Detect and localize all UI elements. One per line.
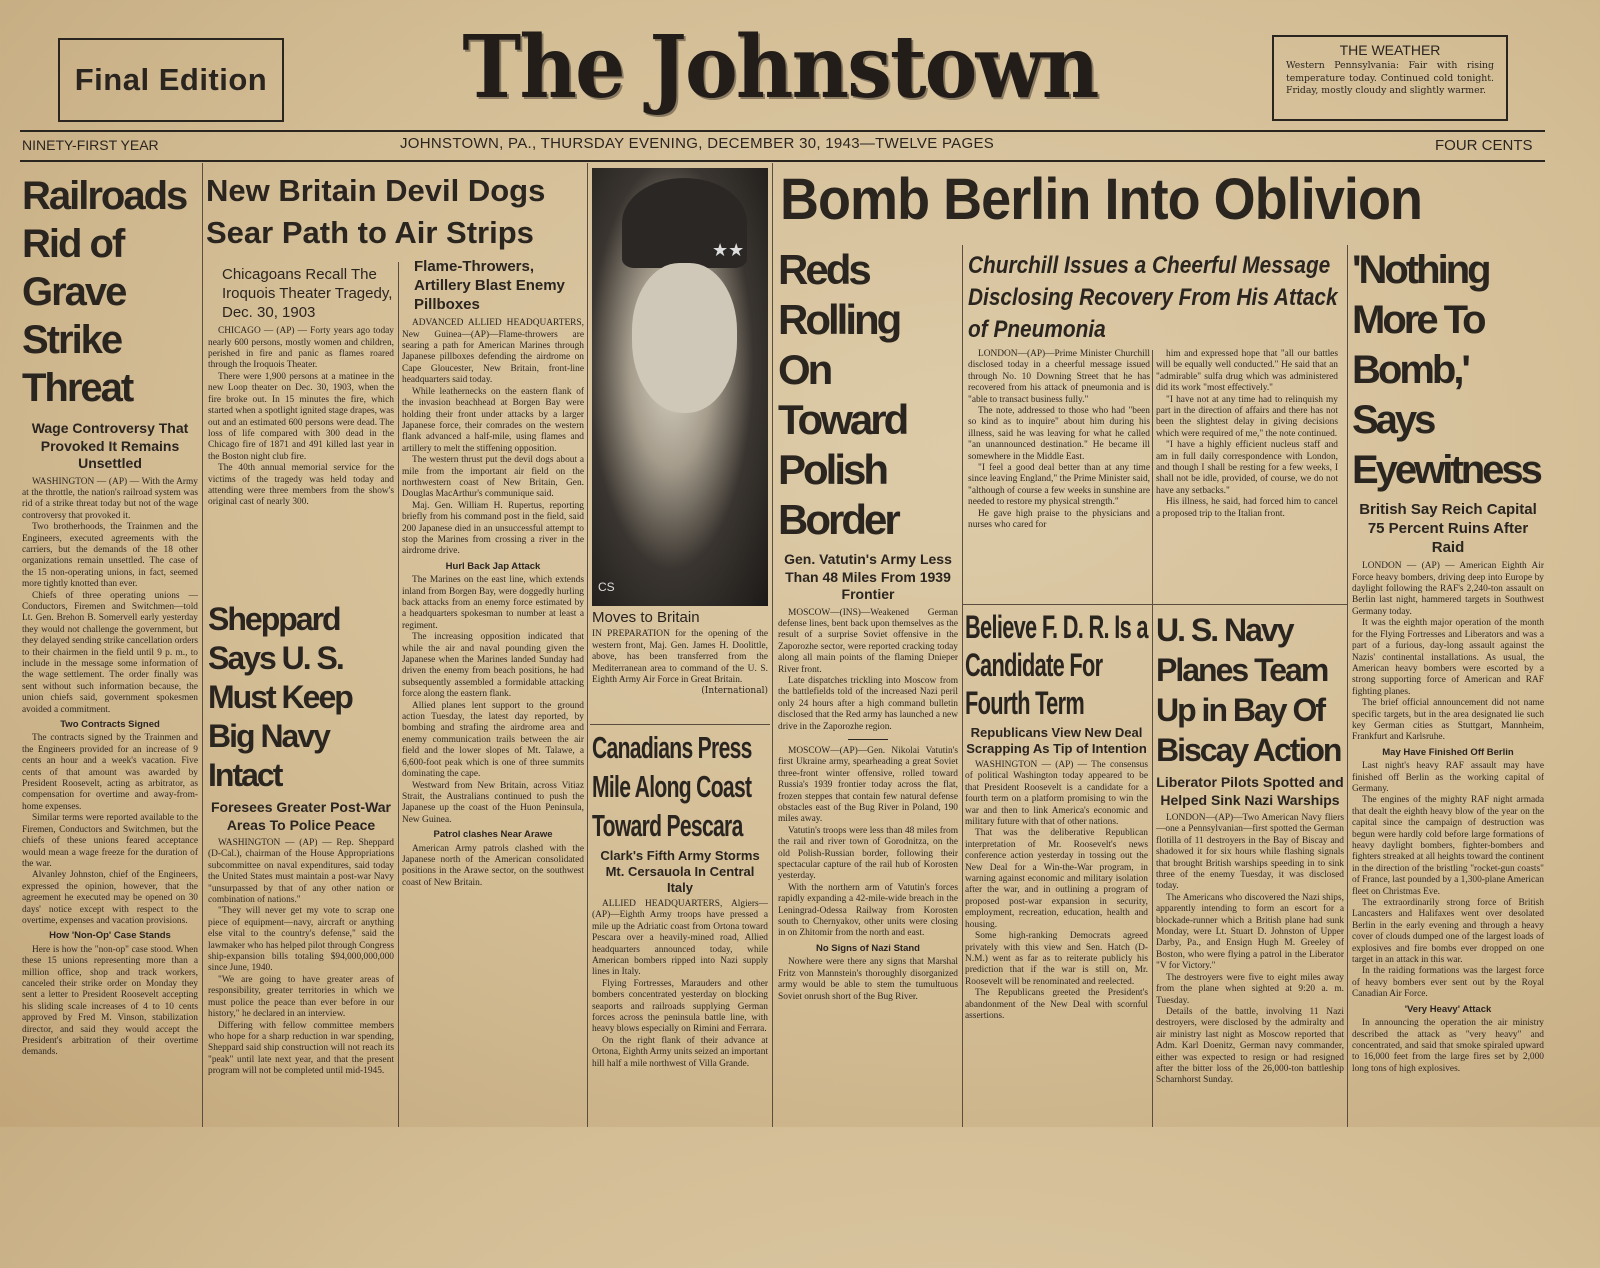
subhead: Wage Controversy That Provoked It Remains Unsettled	[31, 420, 189, 471]
article-reds	[778, 245, 958, 1268]
paragraph: In announcing the operation the air ministry described the attack as "very heavy" and concentrated, and said that smoke spiraled upward to 16,000 feet from the large fires set by 2,000 long tons of high explosives.	[1352, 1018, 1544, 1074]
paragraph: The brief official announcement did not name specific targets, but in the area designated lie such key German cities as Stuttgart, Mannheim, Frankfurt and Karlsruhe.	[1352, 698, 1544, 743]
paragraph: LONDON — (AP) — American Eighth Air Force heavy bombers, driving deep into Europe by daylight following the RAF's 2,240-ton assault on Berlin last night, hammered targets in Southwest Germany today.	[1352, 561, 1544, 617]
column-rule	[962, 245, 963, 1127]
headline: Sheppard Says U. S. Must Keep Big Navy Intact	[208, 601, 352, 793]
edition-label: Final Edition	[74, 62, 268, 97]
paragraph: The 40th annual memorial service for the victims of the tragedy was held today and attending were three members from the show's original cast of nearly 300.	[208, 463, 394, 508]
dateline: JOHNSTOWN, PA., THURSDAY EVENING, DECEMBER 30, 1943—TWELVE PAGES	[400, 135, 995, 152]
article-iroquois	[208, 266, 394, 588]
paragraph: LONDON—(AP)—Two American Navy fliers—one a Pennsylvanian—first spotted the German flotilla of 11 destroyers in the Bay of Biscay and shadowed it for six hours while flashing signals that brought British warships speeding in to sink three of the enemy Tuesday, it was disclosed today.	[1156, 813, 1344, 892]
article-body	[965, 760, 1148, 1110]
caption-agency: (International)	[701, 686, 768, 697]
subhead: Foresees Greater Post-War Areas To Police Peace	[211, 799, 391, 833]
subhead: Clark's Fifth Army Storms Mt. Cersauola In Central Italy	[600, 848, 760, 895]
paragraph: With the northern arm of Vatutin's forces rapidly expanding a 42-mile-wide breach in the Leningrad-Odessa Railway from Korosten south to Chernyakov, other units were closing in on Zhitomir from the north and east.	[778, 882, 958, 939]
caption-text: IN PREPARATION for the opening of the western front, Maj. Gen. James H. Doolittle, above, has been transferred from the Mediterranean area to command of the U. S. Eighth Army Air Force in Great Britain.	[592, 629, 768, 685]
headline: Reds Rolling On Toward Polish Border	[778, 246, 907, 543]
article-body	[208, 838, 394, 1158]
section-heading: How 'Non-Op' Case Stands	[49, 930, 171, 942]
paragraph: Westward from New Britain, across Vitiaz Strait, the Australians continued to push the Japanese up the coast of the Huon Peninsula, New Guinea.	[402, 780, 584, 825]
paragraph: him and expressed hope that "all our battles will be equally well conducted." He said that an "admirable" sulfa drug which was administered did its work "most effectively."	[1156, 349, 1338, 394]
paragraph: Nowhere were there any signs that Marshal Fritz von Mannstein's thoroughly disorganized army would be able to stem the tumultuous Soviet onrush short of the Bug River.	[778, 957, 958, 1002]
article-body	[402, 318, 584, 1118]
headline: U. S. Navy Planes Team Up in Bay Of Biscay Action	[1156, 612, 1341, 768]
paragraph: LONDON—(AP)—Prime Minister Churchill disclosed today in a cheerful message issued through No. 10 Downing Street that he has recovered from his attack of pneumonia and is "able to transact business fully."	[968, 349, 1150, 405]
paragraph: There were 1,900 persons at a matinee in the new Loop theater on Dec. 30, 1903, when the fire broke out. In 15 minutes the fire, which started when a spotlight ignited stage drapes, was out and an estimated 600 persons were dead. The loss of life compared with 300 dead in the Chicago fire of 1871 and 491 killed last year in the Boston night club fire.	[208, 371, 394, 462]
paragraph: WASHINGTON — (AP) — Rep. Sheppard (D-Cal.), chairman of the House Appropriations subcommittee on naval expenditures, said today the United States must maintain a post-war Navy "unsurpassed by that of any other nation or combination of nations."	[208, 838, 394, 906]
column-rule	[1347, 245, 1348, 1127]
section-heading: Patrol clashes Near Arawe	[433, 829, 553, 841]
weather-forecast: Western Pennsylvania: Fair with rising temperature today. Continued cold tonight. Friday, mostly cloudy and slightly warmer.	[1286, 60, 1494, 97]
weather-heading: THE WEATHER	[1339, 42, 1441, 58]
paragraph: Late dispatches trickling into Moscow from the battlefields told of the increased Nazi peril only 24 hours after a high command bulletin disclosed that the Red army has launched a new drive in the Zaporozhe region.	[778, 675, 958, 732]
volume-year: NINETY-FIRST YEAR	[22, 137, 159, 153]
section-heading: No Signs of Nazi Stand	[816, 942, 920, 954]
article-sheppard	[208, 600, 394, 1158]
paragraph: It was the eighth major operation of the month for the Flying Fortresses and Liberators and was a part of a furious, day-long assault against the Nazis' continental installations. As usual, the American heavy bombers were escorted by a strong supporting force of American and RAF fighting planes.	[1352, 618, 1544, 697]
paragraph: Details of the battle, involving 11 Nazi destroyers, were disclosed by the admiralty and air ministry last night as Moscow reported that Adm. Karl Doenitz, German navy commander, either was expected to resign or had resigned after the bitter loss of the 26,000-ton battleship Scharnhorst Sunday.	[1156, 1006, 1344, 1086]
newspaper-title: The Johnstown	[462, 17, 1098, 118]
paragraph: WASHINGTON — (AP) — The consensus of political Washington today appeared to be that President Roosevelt is a candidate for a fourth term on a platform promising to win the war and then to link America's economic and military future with that of other nations.	[965, 760, 1148, 828]
paragraph: He gave high praise to the physicians and nurses who cared for	[968, 508, 1150, 531]
portrait-photo	[592, 168, 768, 606]
paragraph: Differing with fellow committee members who hope for a sharp reduction in war spending, Sheppard said ship construction will not reach its "peak" until late next year, and that the present program will not be completed until mid-1945.	[208, 1020, 394, 1077]
column-rule	[772, 163, 773, 1127]
divider	[962, 604, 1348, 605]
paragraph: The increasing opposition indicated that while the air and naval pounding given the Japanese when the Marines landed Sunday had driven the enemy from beach positions, he had subsequently assembled a formidable attacking force along the eastern flank.	[402, 632, 584, 700]
photo-credit-logo: CS	[598, 580, 615, 594]
column-rule	[587, 163, 588, 1127]
paragraph: His illness, he said, had forced him to cancel a proposed trip to the Italian front.	[1156, 497, 1338, 519]
paragraph: Some high-ranking Democrats agreed privately with this view and Sen. Hatch (D-N.M.) went as far as to reiterate publicly his prediction that if the war is still on, Mr. Roosevelt will be renominated and reelected.	[965, 931, 1148, 987]
paragraph: MOSCOW—(INS)—Weakened German defense lines, bent back upon themselves as the result of a surprise Soviet offensive in the Zaporozhe sector, were reported cracking today along all main points of the flaming Dnieper River front.	[778, 607, 958, 675]
subhead: Liberator Pilots Spotted and Helped Sink Nazi Warships	[1156, 774, 1344, 808]
paragraph: Chiefs of three operating unions —Conductors, Firemen and Switchmen—told Lt. Gen. Brehon B. Somervell early yesterday they would not challenge the government, but they delayed sending strike cancellation orders to their chairmen in the field until 9 p. m., to include in the message some information of the wage settlement. The order finally was sent without such information because, the union chiefs said, government spokesmen avoided a commitment.	[22, 590, 198, 715]
general-stars-icon: ★★	[712, 240, 745, 261]
section-heading: May Have Finished Off Berlin	[1382, 746, 1514, 758]
paragraph: The destroyers were five to eight miles away from the plane when sighted at 9:20 a. m. Tuesday.	[1156, 972, 1344, 1006]
subhead: Gen. Vatutin's Army Less Than 48 Miles From 1939 Frontier	[784, 551, 952, 602]
headline: Canadians Press Mile Along Coast Toward Pescara	[592, 730, 752, 843]
caption-title: Moves to Britain	[592, 609, 700, 626]
paragraph: In the raiding formations was the largest force of heavy bombers ever sent out by the Royal Canadian Air Force.	[1352, 966, 1544, 1000]
headline: Believe F. D. R. Is a Candidate For Fourth Term	[965, 609, 1148, 721]
column-rule	[202, 163, 203, 1127]
article-railroads	[22, 172, 198, 1197]
headline: Railroads Rid of Grave Strike Threat	[22, 174, 187, 410]
paragraph: That was the deliberative Republican interpretation of Mr. Roosevelt's news conference action yesterday in tossing out the New Deal for a Win-the-War program, in warning against economic and military isolation after the war, and in outlining a program of proposed post-war expansion in security, employment, recreation, education, health and housing.	[965, 828, 1148, 930]
paragraph: "I have not at any time had to relinquish my part in the direction of affairs and there has not been the slightest delay in giving decisions which were required of me," the note continued.	[1156, 394, 1338, 439]
article-fdr	[965, 608, 1148, 1110]
headline-devil-dogs: New Britain Devil Dogs Sear Path to Air Strips	[206, 173, 546, 250]
paragraph: MOSCOW—(AP)—Gen. Nikolai Vatutin's first Ukraine army, spearheading a great Soviet three-front winter offensive, rolled toward Russia's 1939 frontier today across the flat, frozen steppes that contain few natural defense obstacles east of the Bug River in Poland, 190 miles away.	[778, 745, 958, 825]
headline: Churchill Issues a Cheerful Message Disclosing Recovery From His Attack of Pneumonia	[968, 252, 1338, 343]
article-body	[208, 326, 394, 588]
paragraph: The extraordinarily strong force of British Lancasters and Halifaxes went over desolated Berlin in the early evening and through a heavy cover of clouds dumped one of the largest loads of explosives and fire bombs ever dropped on one target in an attack in this war.	[1352, 898, 1544, 966]
paragraph: Two brotherhoods, the Trainmen and the Engineers, executed agreements with the carriers, but the demands of the 18 other organizations remain unsettled. The case of the 15 non-operating unions, in fact, seemed more tightly knotted than ever.	[22, 522, 198, 590]
article-body	[1156, 813, 1344, 1118]
paragraph: "We are going to have greater areas of responsibility, greater territories in which we must police the peace than ever before in our history," he declared in an interview.	[208, 974, 394, 1020]
face	[632, 263, 737, 413]
article-body	[778, 608, 958, 1268]
paragraph: American Army patrols clashed with the Japanese north of the American consolidated positions in the Arawe sector, on the southwest coast of New Britain.	[402, 843, 584, 888]
article-devil-dogs	[402, 258, 584, 1118]
paragraph: Alvanley Johnston, chief of the Engineers, expressed the opinion, however, that the agreement he executed may be opened on 30 days' notice except with respect to the overtime, expenses and vacation provisions.	[22, 870, 198, 926]
article-body-continued	[1156, 349, 1338, 601]
article-churchill	[968, 250, 1344, 601]
subhead: Republicans View New Deal Scrapping As Tip of Intention	[966, 725, 1147, 756]
article-nothing-more-to-bomb	[1352, 245, 1544, 1226]
paragraph: Similar terms were reported available to the Firemen, Conductors and Switchmen, but the chiefs of these unions feared acceptance would mean a wage freeze for the duration of the war.	[22, 813, 198, 869]
headline: 'Nothing More To Bomb,' Says Eyewitness	[1352, 248, 1540, 492]
paragraph: ADVANCED ALLIED HEADQUARTERS, New Guinea—(AP)—Flame-throwers are searing a path for American Marines through Japanese pillboxes defending the airdrome on Cape Gloucester, New Britain, front-line headquarters said today.	[402, 318, 584, 386]
section-heading: 'Very Heavy' Attack	[1404, 1003, 1492, 1015]
paragraph: Maj. Gen. William H. Rupertus, reporting briefly from his command post in the field, said 200 Japanese died in an unsuccessful attempt to stop the Marines from crossing a river in the airdrome drive.	[402, 500, 584, 557]
subhead: British Say Reich Capital 75 Percent Ruins After Raid	[1359, 501, 1537, 556]
paragraph: "I have a highly efficient nucleus staff and am in full daily correspondence with London, and though I shall be resting for a few weeks, I shall not be idle, provided, of course, we do not have any setbacks."	[1156, 440, 1338, 496]
divider	[20, 130, 1545, 132]
paragraph: WASHINGTON — (AP) — With the Army at the throttle, the nation's railroad system was rid of a strike threat today but not of the wage controversy that provoked it.	[22, 476, 198, 521]
paragraph: The Republicans greeted the President's abandonment of the New Deal with scornful assertions.	[965, 988, 1148, 1021]
weather-box	[1272, 35, 1508, 121]
paragraph: While leathernecks on the eastern flank of the invasion beachhead at Borgen Bay were holding their front under attacks by a larger Japanese force, their comrades on the western flank advanced a half-mile, using flames and artillery to melt the stiffening opposition.	[402, 386, 584, 454]
headline: Chicagoans Recall The Iroquois Theater Tragedy, Dec. 30, 1903	[222, 266, 393, 321]
column-rule	[398, 262, 399, 1127]
article-body	[592, 899, 768, 1121]
newspaper-nameplate	[320, 8, 1240, 128]
paragraph: The Marines on the east line, which extends inland from Borgen Bay, were doggedly hurling back attacks from an enemy force estimated by a headquarters spokesman to number at least a regiment.	[402, 575, 584, 631]
article-canadians	[592, 728, 768, 1121]
paragraph: Allied planes lent support to the ground action Tuesday, the latest day reported, by bombing and strafing the airdrome area and enemy communication trails between the air field and the lower slopes of Mt. Talawe, a 6,600-foot peak which is one of three summits dominating the cape.	[402, 700, 584, 780]
price: FOUR CENTS	[1435, 137, 1533, 154]
photo-caption	[592, 610, 768, 696]
article-body	[22, 477, 198, 1197]
subhead: Flame-Throwers, Artillery Blast Enemy Pillboxes	[414, 258, 565, 313]
article-navy	[1156, 610, 1344, 1118]
section-heading: Hurl Back Jap Attack	[445, 560, 541, 572]
paragraph: Here is how the "non-op" case stood. When these 15 unions representing more than a million office, shop and track workers, canceled their strike order on Monday they sent a letter to President Roosevelt accepting his sliding scale increases of 4 to 10 cents approved by Fred M. Vinson, stabilization director, and said they would accept the President's arbitration of their overtime demands.	[22, 944, 198, 1058]
paragraph: Vatutin's troops were less than 48 miles from the rail and river town of Gorodnitza, on the old Polish-Russian border, following their spectacular capture of the rail hub of Korosten yesterday.	[778, 825, 958, 882]
paragraph: "They will never get my vote to scrap one piece of equipment—navy, aircraft or anything else vital to the country's defense," said the lawmaker who has helped pilot through Congress ship-expansion bills totaling $94,000,000,000 since June, 1940.	[208, 906, 394, 974]
paragraph: The note, addressed to those who had "been so kind as to inquire" about him during his illness, said he was leaving for what he called "an unannounced destination." He became ill somewhere in the Middle East.	[968, 406, 1150, 462]
paragraph: ALLIED HEADQUARTERS, Algiers—(AP)—Eighth Army troops have pressed a mile up the Adriatic coast from Ortona toward Pescara over a heavily-mined road, Allied headquarters announced today, while American bombers ripped into Nazi supply lines in Italy.	[592, 899, 768, 978]
paragraph: "I feel a good deal better than at any time since leaving England," the Prime Minister said, "although of course a few weeks in sunshine are needed to restore my physical strength."	[968, 463, 1150, 508]
paragraph: The engines of the mighty RAF night armada that dealt the eighth heavy blow of the year on the capital since the campaign of destruction was begun were hardly cold before large formations of heavy daylight bombers, fighter-bombers and fighters streaked at all heights toward the continent in the direction of the bristling "rocket-gun coasts" of France, last pounded by a 1,300-plane American fleet on Christmas Eve.	[1352, 795, 1544, 897]
paragraph: Last night's heavy RAF assault may have finished off Berlin as the working capital of Germany.	[1352, 761, 1544, 794]
paragraph: CHICAGO — (AP) — Forty years ago today nearly 600 persons, mostly women and children, perished in fire and panic as flames roared through the Iroquois Theater.	[208, 326, 394, 371]
article-body	[968, 349, 1150, 601]
section-heading: Bomb Berlin Into Oblivion	[780, 167, 1423, 232]
section-heading: Two Contracts Signed	[60, 719, 160, 731]
edition-box	[58, 38, 284, 122]
paragraph: The Americans who discovered the Nazi ships, apparently intending to form an escort for a blockade-runner which a British plane had sunk Monday, were Lt. Stuart D. Johnston of Upper Darby, Pa., and Ensign Hugh M. Greeley of Boston, who were flying a patrol in the Liberator "V for Victory."	[1156, 892, 1344, 972]
paragraph: The western thrust put the devil dogs about a mile from the important air field on the northwestern coast of New Britain, Gen. Douglas MacArthur's communique said.	[402, 455, 584, 500]
paragraph: The contracts signed by the Trainmen and the Engineers provided for an increase of 9 cents an hour and a week's vacation. Five cents of that amount was awarded by President Roosevelt, acting as arbitrator, as compensation for overtime and away-from-home expenses.	[22, 733, 198, 812]
banner-headline	[780, 160, 1550, 240]
paragraph: Flying Fortresses, Marauders and other bombers concentrated yesterday on blocking seaports and railroads supplying German forces across the peninsula battle line, with heavy blows especially on Rimini and Ferrara.	[592, 978, 768, 1035]
divider	[590, 724, 770, 725]
paragraph: On the right flank of their advance at Ortona, Eighth Army units seized an important hill half a mile northwest of Villa Grande.	[592, 1035, 768, 1069]
